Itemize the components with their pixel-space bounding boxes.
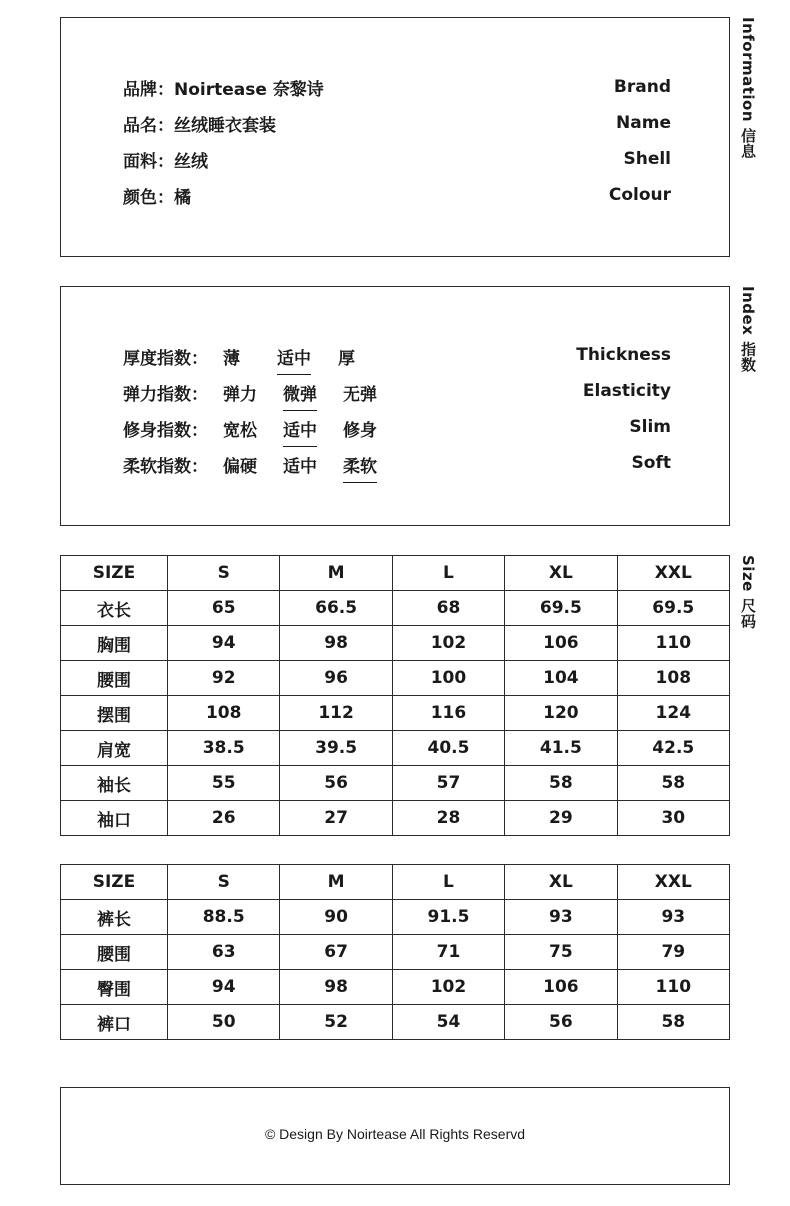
information-side-label: Information 信息 (739, 17, 757, 159)
info-row-colour (123, 177, 671, 213)
table-row (61, 935, 730, 970)
table-cell: 68 (392, 591, 504, 626)
footer-panel (60, 1087, 730, 1185)
index-option-selected: 适中 (277, 344, 311, 375)
row-label-cell: 裤长 (61, 900, 168, 935)
index-row-soft (123, 444, 671, 480)
table-cell: 66.5 (280, 591, 392, 626)
table-cell: 29 (505, 801, 617, 836)
table-cell: 90 (280, 900, 392, 935)
table-cell: 30 (617, 801, 729, 836)
table-header-cell: XL (505, 865, 617, 900)
table-cell: 57 (392, 766, 504, 801)
table-cell: 52 (280, 1005, 392, 1040)
table-cell: 55 (168, 766, 280, 801)
table-cell: 50 (168, 1005, 280, 1040)
table-cell: 88.5 (168, 900, 280, 935)
table-cell: 28 (392, 801, 504, 836)
info-colour-en: Colour (608, 185, 671, 205)
table-cell: 71 (392, 935, 504, 970)
index-option: 偏硬 (223, 457, 257, 477)
table-cell: 79 (617, 935, 729, 970)
info-brand-en: Brand (613, 77, 671, 97)
table-cell: 94 (168, 970, 280, 1005)
row-label-cell: 摆围 (61, 696, 168, 731)
table-cell: 106 (505, 626, 617, 661)
table-row (61, 900, 730, 935)
row-label-cell: 臀围 (61, 970, 168, 1005)
table-row (61, 661, 730, 696)
row-label-cell: 袖长 (61, 766, 168, 801)
index-en-slim: Slim (629, 417, 671, 437)
table-row (61, 591, 730, 626)
index-option: 厚 (338, 349, 355, 369)
table-cell: 92 (168, 661, 280, 696)
table-cell: 58 (617, 766, 729, 801)
row-label-cell: 裤口 (61, 1005, 168, 1040)
info-colour-text: 颜色：橘 (123, 187, 191, 208)
index-row-elasticity (123, 372, 671, 408)
table-cell: 120 (505, 696, 617, 731)
table-cell: 98 (280, 970, 392, 1005)
info-shell-text: 面料：丝绒 (123, 151, 208, 172)
table-cell: 41.5 (505, 731, 617, 766)
index-option: 无弹 (343, 385, 377, 405)
index-row-slim (123, 408, 671, 444)
table-cell: 58 (505, 766, 617, 801)
index-label-soft: 柔软指数： (123, 457, 208, 477)
table-cell: 26 (168, 801, 280, 836)
index-option: 适中 (283, 457, 317, 477)
table-cell: 75 (505, 935, 617, 970)
table-header-cell: S (168, 556, 280, 591)
size-side-label: Size 尺码 (739, 555, 757, 629)
index-en-thickness: Thickness (576, 345, 671, 365)
row-label-cell: 衣长 (61, 591, 168, 626)
table-header-cell: XL (505, 556, 617, 591)
table-header-cell: M (280, 865, 392, 900)
info-name-en: Name (616, 113, 671, 133)
index-label-thickness: 厚度指数： (123, 349, 208, 369)
table-cell: 93 (505, 900, 617, 935)
table-header-row (61, 556, 730, 591)
copyright-text: © Design By Noirtease All Rights Reservd (264, 1126, 526, 1142)
index-label-slim: 修身指数： (123, 421, 208, 441)
table-row (61, 626, 730, 661)
info-row-shell (123, 141, 671, 177)
row-label-cell: 腰围 (61, 935, 168, 970)
table-cell: 102 (392, 970, 504, 1005)
info-brand-text: 品牌：Noirtease 奈黎诗 (123, 79, 324, 100)
row-label-cell: 胸围 (61, 626, 168, 661)
top-size-table (60, 555, 730, 836)
table-cell: 27 (280, 801, 392, 836)
table-header-cell: M (280, 556, 392, 591)
table-cell: 42.5 (617, 731, 729, 766)
table-row (61, 970, 730, 1005)
table-cell: 104 (505, 661, 617, 696)
info-shell-en: Shell (623, 149, 671, 169)
index-option: 修身 (343, 421, 377, 441)
index-option: 宽松 (223, 421, 257, 441)
table-cell: 110 (617, 626, 729, 661)
index-panel (60, 286, 730, 526)
table-header-row (61, 865, 730, 900)
table-row (61, 801, 730, 836)
index-en-elasticity: Elasticity (582, 381, 671, 401)
table-row (61, 1005, 730, 1040)
table-cell: 38.5 (168, 731, 280, 766)
table-cell: 65 (168, 591, 280, 626)
table-cell: 98 (280, 626, 392, 661)
table-header-cell: XXL (617, 865, 729, 900)
row-label-cell: 腰围 (61, 661, 168, 696)
table-cell: 93 (617, 900, 729, 935)
table-row (61, 696, 730, 731)
table-cell: 108 (168, 696, 280, 731)
table-row (61, 766, 730, 801)
table-cell: 63 (168, 935, 280, 970)
index-option: 薄 (223, 349, 240, 369)
table-cell: 116 (392, 696, 504, 731)
table-cell: 100 (392, 661, 504, 696)
information-panel (60, 17, 730, 257)
table-cell: 58 (617, 1005, 729, 1040)
info-name-text: 品名：丝绒睡衣套装 (123, 115, 276, 136)
table-cell: 56 (505, 1005, 617, 1040)
table-cell: 102 (392, 626, 504, 661)
table-row (61, 731, 730, 766)
bottom-size-table (60, 864, 730, 1040)
table-header-cell: XXL (617, 556, 729, 591)
index-option-selected: 适中 (283, 416, 317, 447)
table-cell: 67 (280, 935, 392, 970)
table-header-cell: S (168, 865, 280, 900)
table-cell: 96 (280, 661, 392, 696)
table-header-cell: L (392, 865, 504, 900)
table-cell: 91.5 (392, 900, 504, 935)
row-label-cell: 肩宽 (61, 731, 168, 766)
index-option-selected: 柔软 (343, 452, 377, 483)
index-row-thickness (123, 336, 671, 372)
index-option: 弹力 (223, 385, 257, 405)
table-cell: 54 (392, 1005, 504, 1040)
table-cell: 110 (617, 970, 729, 1005)
table-cell: 69.5 (505, 591, 617, 626)
index-en-soft: Soft (631, 453, 671, 473)
table-cell: 40.5 (392, 731, 504, 766)
table-cell: 39.5 (280, 731, 392, 766)
info-row-name (123, 105, 671, 141)
table-cell: 69.5 (617, 591, 729, 626)
index-side-label: Index 指数 (739, 286, 757, 373)
table-cell: 112 (280, 696, 392, 731)
table-header-cell: SIZE (61, 556, 168, 591)
table-header-cell: L (392, 556, 504, 591)
index-label-elasticity: 弹力指数： (123, 385, 208, 405)
table-header-cell: SIZE (61, 865, 168, 900)
table-cell: 56 (280, 766, 392, 801)
info-row-brand (123, 69, 671, 105)
table-cell: 106 (505, 970, 617, 1005)
row-label-cell: 袖口 (61, 801, 168, 836)
index-option-selected: 微弹 (283, 380, 317, 411)
table-cell: 108 (617, 661, 729, 696)
table-cell: 124 (617, 696, 729, 731)
table-cell: 94 (168, 626, 280, 661)
